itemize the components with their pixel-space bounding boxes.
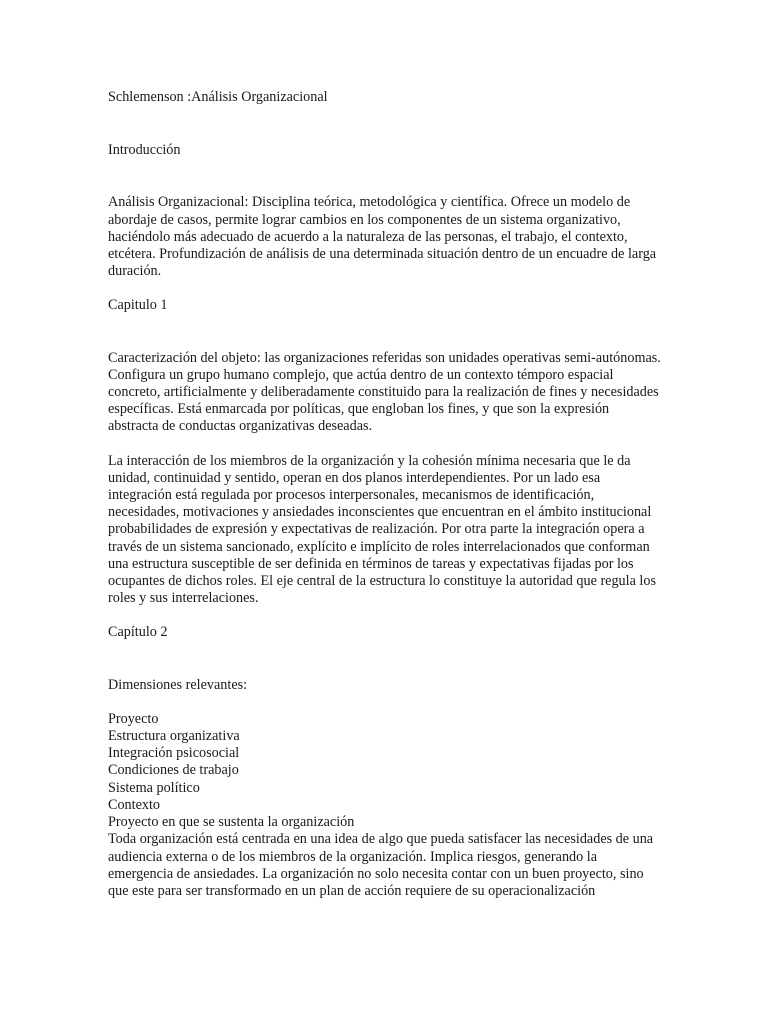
document-title: Schlemenson :Análisis Organizacional [108,89,328,105]
dimension-item: Condiciones de trabajo [108,762,239,779]
chapter2-heading: Capítulo 2 [108,624,168,641]
chapter1-paragraph-1: Caracterización del objeto: las organizaciones referidas son unidades operativas semi-autónomas. Configura un grupo humano complejo, que actúa dentro de un contexto témporo espacial concreto, artificialmente y deliberadamente constituido para la realización de fines y necesidades específicas. Está enmarcada por políticas, que engloban los fines, y que son la expresión abstracta de conductas organizativas deseadas. [108,349,661,435]
dimension-item: Sistema político [108,779,200,796]
project-paragraph: Toda organización está centrada en una idea de algo que pueda satisfacer las necesidades de una audiencia externa o de los miembros de la organización. Implica riesgos, generando la emergencia de ansiedades. La organización no solo necesita contar con un buen proyecto, sino que este para ser transformado en un plan de acción requiere de su operacionalización [108,831,654,899]
intro-paragraph: Análisis Organizacional: Disciplina teórica, metodológica y científica. Ofrece un modelo de abordaje de casos, permite lograr cambios en los componentes de un sistema organizativo, haciéndolo más adecuado de acuerdo a la naturaleza de las personas, el trabajo, el contexto, etcétera. Profundización de análisis de una determinada situación dentro de un encuadre de larga duración. [108,194,657,280]
dimension-item: Proyecto [108,710,159,727]
document-body [108,89,663,900]
dimension-item: Integración psicosocial [108,745,240,762]
chapter1-paragraph-2: La interacción de los miembros de la organización y la cohesión mínima necesaria que le da unidad, continuidad y sentido, operan en dos planos interdependientes. Por un lado esa integración está regulada por procesos interpersonales, mecanismos de identificación, necesidades, motivaciones y ansiedades inconscientes que encuentran en el ámbito institucional probabilidades de expresión y expectativas de realización. Por otra parte la integración opera a través de un sistema sancionado, explícito e implícito de roles interrelacionados que conforman una estructura susceptible de ser definida en términos de tareas y expectativas fijadas por los ocupantes de dichos roles. El eje central de la estructura lo constituye la autoridad que regula los roles y sus interrelaciones. [108,452,656,607]
chapter1-heading: Capitulo 1 [108,297,168,314]
intro-heading: Introducción [108,142,181,159]
dimension-item: Proyecto en que se sustenta la organización [108,814,355,831]
dimensions-heading: Dimensiones relevantes: [108,676,248,693]
dimension-item: Estructura organizativa [108,728,240,745]
dimension-item: Contexto [108,796,161,813]
